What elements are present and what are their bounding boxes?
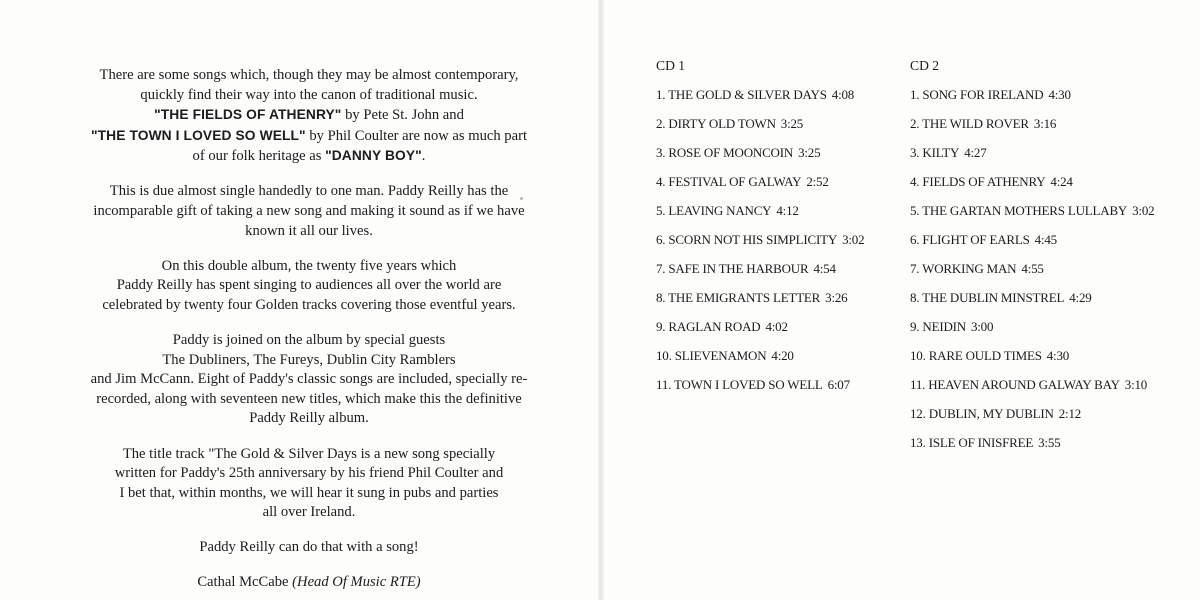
song-title-highlight: "THE FIELDS OF ATHENRY"	[154, 107, 342, 123]
track-duration: 4:08	[831, 87, 855, 102]
track-title: 3. ROSE OF MOONCOIN	[656, 145, 794, 160]
notes-text: Paddy is joined on the album by special guests The Dubliners, The Fureys, Dublin City Ramblers and Jim McCann. Eight of Paddy's classic songs are included, specially re- recorded, along with seventeen new titles, which make this the definitive Paddy Reilly album.	[90, 332, 528, 427]
track-duration: 4:29	[1069, 290, 1092, 305]
track-item	[910, 406, 1154, 435]
track-title: 6. FLIGHT OF EARLS	[910, 232, 1030, 247]
track-title: 10. RARE OULD TIMES	[910, 348, 1042, 363]
track-duration: 4:24	[1050, 174, 1073, 189]
track-title: 5. THE GARTAN MOTHERS LULLABY	[910, 203, 1128, 218]
track-item	[656, 232, 864, 261]
track-item	[910, 145, 1154, 174]
track-item	[910, 319, 1154, 348]
track-item	[656, 377, 864, 406]
track-item	[910, 290, 1154, 319]
track-title: 4. FESTIVAL OF GALWAY	[656, 174, 802, 189]
track-duration: 4:45	[1034, 232, 1057, 247]
notes-text: Cathal McCabe	[197, 574, 293, 591]
track-duration: 4:02	[765, 319, 788, 334]
author-role: (Head Of Music RTE)	[292, 574, 421, 591]
track-item	[656, 116, 864, 145]
track-item	[656, 348, 864, 377]
track-duration: 3:16	[1033, 116, 1057, 131]
track-title: 8. THE EMIGRANTS LETTER	[656, 290, 821, 305]
notes-text: The title track "The Gold & Silver Days is a new song specially written for Paddy's 25th anniversary by his friend Phil Coulter and I bet that, within months, we will hear it sung in pubs and parties all over Ireland.	[114, 445, 504, 521]
track-title: 1. SONG FOR IRELAND	[910, 87, 1044, 102]
cd2-column	[910, 58, 1154, 464]
track-title: 1. THE GOLD & SILVER DAYS	[656, 87, 827, 102]
track-item	[910, 232, 1154, 261]
track-duration: 3:02	[1132, 203, 1155, 218]
track-title: 9. NEIDIN	[910, 319, 966, 334]
track-item	[656, 290, 864, 319]
track-title: 4. FIELDS OF ATHENRY	[910, 174, 1046, 189]
liner-notes-paragraph	[20, 66, 598, 167]
track-item	[910, 261, 1154, 290]
cd1-heading: CD 1	[656, 58, 686, 73]
track-duration: 3:26	[825, 290, 848, 305]
track-item	[656, 145, 864, 174]
track-item	[910, 174, 1154, 203]
liner-notes-page	[0, 0, 598, 600]
track-title: 5. LEAVING NANCY	[656, 203, 772, 218]
track-item	[910, 203, 1154, 232]
track-duration: 4:55	[1021, 261, 1044, 276]
song-title-highlight: "DANNY BOY"	[325, 148, 422, 164]
track-duration: 3:25	[798, 145, 821, 160]
song-title-highlight: "THE TOWN I LOVED SO WELL"	[90, 127, 306, 143]
track-duration: 4:30	[1046, 348, 1070, 363]
track-duration: 4:27	[964, 145, 987, 160]
liner-notes-paragraph	[20, 445, 598, 523]
track-title: 2. THE WILD ROVER	[910, 116, 1029, 131]
track-item	[656, 87, 864, 116]
track-title: 12. DUBLIN, MY DUBLIN	[910, 406, 1054, 421]
cd1-column	[656, 58, 864, 406]
notes-text: This is due almost single handedly to one man. Paddy Reilly has the incomparable gift of taking a new song and making it sound as if we have known it all our lives.	[93, 183, 525, 239]
track-duration: 4:20	[771, 348, 794, 363]
track-item	[656, 261, 864, 290]
track-duration: 4:12	[776, 203, 799, 218]
track-duration: 4:54	[813, 261, 836, 276]
track-duration: 3:02	[842, 232, 865, 247]
track-title: 8. THE DUBLIN MINSTREL	[910, 290, 1065, 305]
track-duration: 3:10	[1124, 377, 1148, 392]
track-title: 9. RAGLAN ROAD	[656, 319, 761, 334]
track-duration: 3:55	[1038, 435, 1061, 450]
notes-text: by Pete St. John and	[345, 107, 464, 124]
cd2-track-list	[910, 87, 1154, 464]
notes-text: On this double album, the twenty five years which Paddy Reilly has spent singing to audiences all over the world are celebrated by twenty four Golden tracks covering those eventful years.	[102, 257, 516, 313]
track-title: 13. ISLE OF INISFREE	[910, 435, 1034, 450]
track-title: 3. KILTY	[910, 145, 960, 160]
track-duration: 2:12	[1058, 406, 1082, 421]
paper-speck	[520, 197, 523, 200]
track-duration: 3:00	[970, 319, 994, 334]
track-title: 11. HEAVEN AROUND GALWAY BAY	[910, 377, 1120, 392]
track-item	[910, 377, 1154, 406]
track-item	[910, 87, 1154, 116]
liner-notes-paragraph	[20, 257, 598, 316]
notes-text: .	[421, 148, 426, 165]
track-item	[656, 203, 864, 232]
track-duration: 2:52	[806, 174, 829, 189]
track-duration: 6:07	[827, 377, 850, 392]
notes-text: There are some songs which, though they may be almost contemporary, quickly find their way into the canon of traditional music.	[99, 67, 519, 103]
cd2-heading: CD 2	[910, 58, 940, 73]
liner-notes-paragraph	[20, 182, 598, 241]
liner-notes-text	[20, 66, 598, 593]
notes-text: Paddy Reilly can do that with a song!	[199, 539, 419, 556]
track-duration: 3:25	[780, 116, 804, 131]
track-title: 2. DIRTY OLD TOWN	[656, 116, 776, 131]
track-title: 11. TOWN I LOVED SO WELL	[656, 377, 823, 392]
track-item	[656, 319, 864, 348]
track-item	[910, 435, 1154, 464]
liner-notes-paragraph	[20, 538, 598, 558]
notes-text: by Phil Coulter are now as much part of our folk heritage as	[192, 127, 527, 165]
track-title: 7. WORKING MAN	[910, 261, 1017, 276]
track-title: 7. SAFE IN THE HARBOUR	[656, 261, 809, 276]
liner-notes-paragraph	[20, 331, 598, 429]
track-item	[910, 348, 1154, 377]
track-item	[656, 174, 864, 203]
tracklist-page	[604, 0, 1200, 600]
track-title: 10. SLIEVENAMON	[656, 348, 767, 363]
track-title: 6. SCORN NOT HIS SIMPLICITY	[656, 232, 838, 247]
liner-notes-paragraph	[20, 573, 598, 593]
cd1-track-list	[656, 87, 864, 406]
track-item	[910, 116, 1154, 145]
track-duration: 4:30	[1048, 87, 1071, 102]
